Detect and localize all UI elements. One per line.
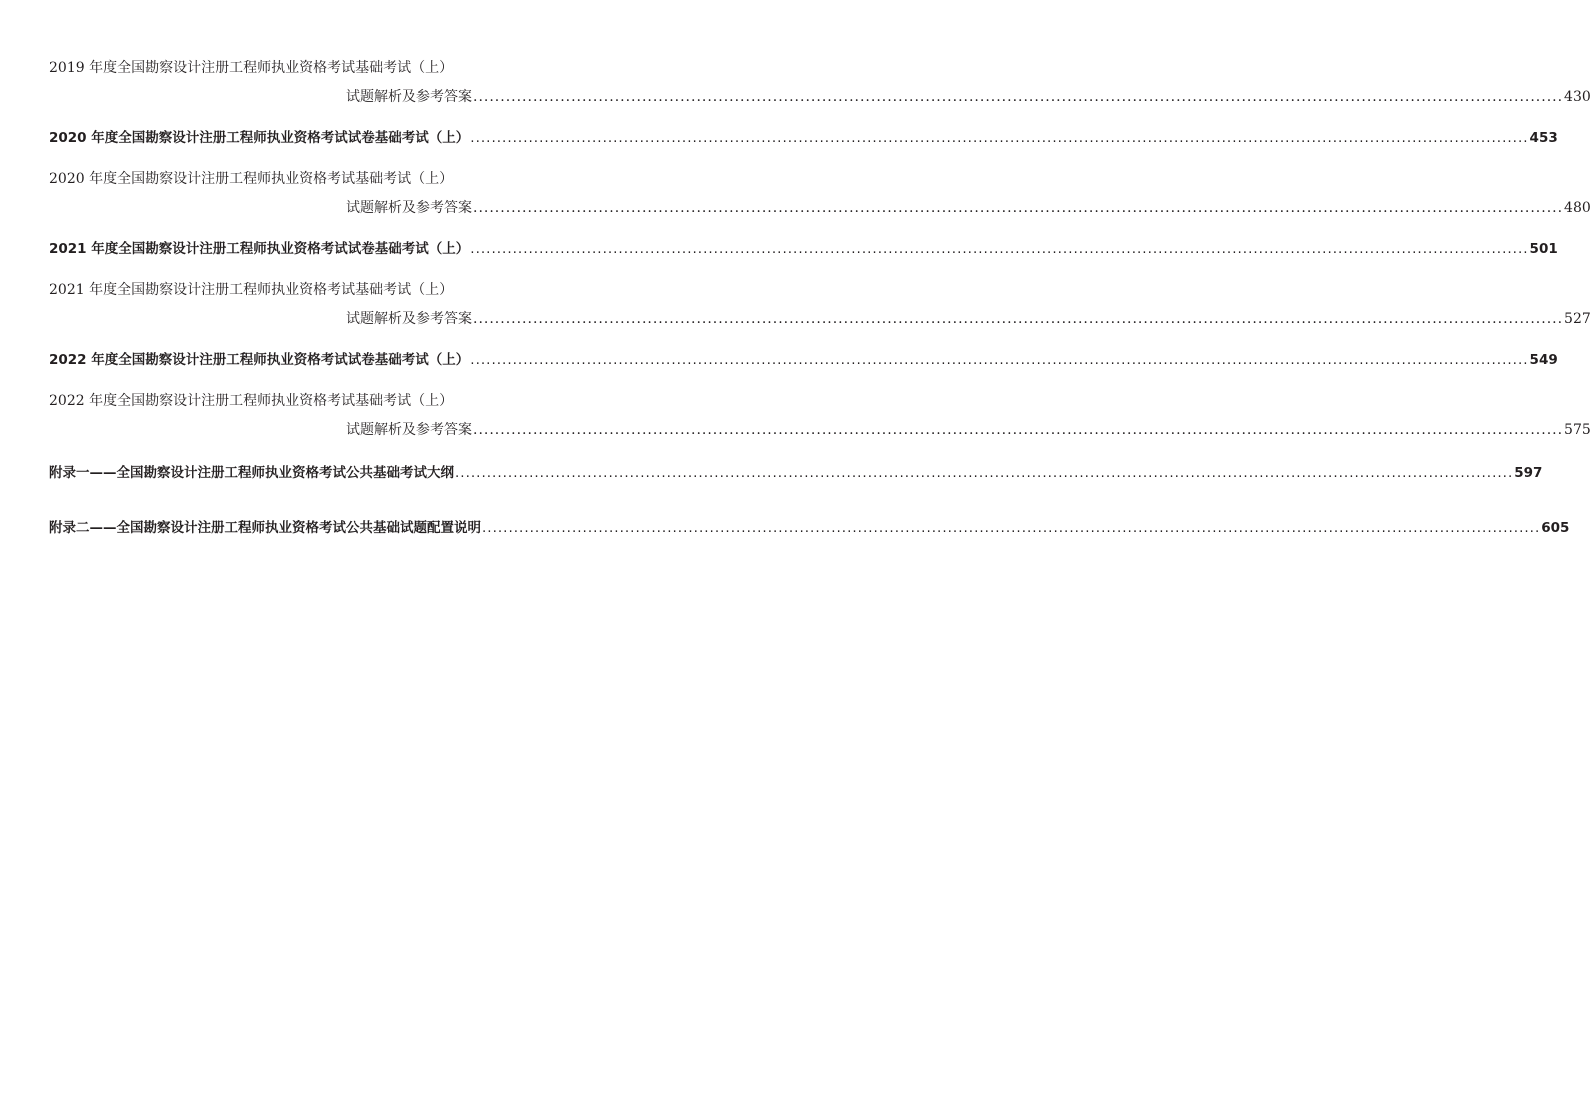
toc-entry-title-line — [49, 276, 747, 305]
toc-entry-title-line — [49, 346, 1558, 375]
toc-page-number: 597 — [1514, 465, 1543, 481]
dot-leader: ........................................................................................................................................................................................................ — [473, 311, 1564, 327]
toc-entry-2021-exam[interactable] — [49, 235, 1558, 264]
toc-entry-title-line — [49, 124, 1558, 153]
toc-entry-subtitle: 试题解析及参考答案 — [346, 311, 472, 327]
toc-page-number: 549 — [1529, 352, 1558, 368]
toc-page-number: 501 — [1529, 241, 1558, 257]
toc-entry-title: 2020 年度全国勘察设计注册工程师执业资格考试基础考试（上） — [49, 171, 454, 187]
toc-entry-title-line — [49, 165, 747, 194]
toc-entry-title: 2022 年度全国勘察设计注册工程师执业资格考试基础考试（上） — [49, 393, 454, 409]
toc-entry-title-line — [49, 235, 1558, 264]
toc-page-number: 453 — [1529, 130, 1558, 146]
toc-entry-title-line — [49, 54, 747, 83]
toc-page-number: 480 — [1564, 200, 1591, 216]
toc-entry-title: 2021 年度全国勘察设计注册工程师执业资格考试基础考试（上） — [49, 282, 454, 298]
toc-entry-appendix-1[interactable] — [49, 459, 1543, 488]
dot-leader: ........................................................................................................................................................................................................ — [473, 200, 1564, 216]
dot-leader: ........................................................................................................................................................................................................ — [455, 465, 1514, 481]
toc-entry-subtitle: 试题解析及参考答案 — [346, 200, 472, 216]
toc-entry-subtitle-line — [49, 83, 1591, 112]
toc-entry-2019-analysis[interactable] — [49, 54, 1591, 112]
toc-entry-title: 附录一——全国勘察设计注册工程师执业资格考试公共基础考试大纲 — [49, 465, 454, 481]
dot-leader: ........................................................................................................................................................................................................ — [473, 422, 1564, 438]
toc-page-number: 527 — [1564, 311, 1591, 327]
dot-leader: ........................................................................................................................................................................................................ — [473, 89, 1564, 105]
toc-entry-subtitle-line — [49, 416, 1591, 445]
dot-leader: ........................................................................................................................................................................................................ — [470, 241, 1529, 257]
toc-entry-2021-analysis[interactable] — [49, 276, 1591, 334]
toc-entry-2020-analysis[interactable] — [49, 165, 1591, 223]
toc-entry-title: 2020 年度全国勘察设计注册工程师执业资格考试试卷基础考试（上） — [49, 130, 470, 146]
toc-page-number: 605 — [1541, 520, 1570, 536]
toc-entry-2020-exam[interactable] — [49, 124, 1558, 153]
toc-entry-title: 2022 年度全国勘察设计注册工程师执业资格考试试卷基础考试（上） — [49, 352, 470, 368]
toc-page-number: 430 — [1564, 89, 1591, 105]
toc-entry-subtitle: 试题解析及参考答案 — [346, 89, 472, 105]
toc-entry-title: 2019 年度全国勘察设计注册工程师执业资格考试基础考试（上） — [49, 60, 454, 76]
toc-entry-title-line — [49, 514, 1570, 543]
dot-leader: ........................................................................................................................................................................................................ — [482, 520, 1541, 536]
toc-entry-subtitle-line — [49, 194, 1591, 223]
toc-entry-title-line — [49, 459, 1543, 488]
toc-entry-2022-analysis[interactable] — [49, 387, 1591, 445]
table-of-contents — [49, 54, 1591, 543]
toc-entry-subtitle-line — [49, 305, 1591, 334]
dot-leader: ........................................................................................................................................................................................................ — [470, 130, 1529, 146]
toc-entry-title: 2021 年度全国勘察设计注册工程师执业资格考试试卷基础考试（上） — [49, 241, 470, 257]
toc-entry-appendix-2[interactable] — [49, 514, 1570, 543]
toc-entry-title-line — [49, 387, 747, 416]
toc-entry-title: 附录二——全国勘察设计注册工程师执业资格考试公共基础试题配置说明 — [49, 520, 481, 536]
toc-page-number: 575 — [1564, 422, 1591, 438]
toc-entry-subtitle: 试题解析及参考答案 — [346, 422, 472, 438]
toc-entry-2022-exam[interactable] — [49, 346, 1558, 375]
dot-leader: ........................................................................................................................................................................................................ — [470, 352, 1529, 368]
